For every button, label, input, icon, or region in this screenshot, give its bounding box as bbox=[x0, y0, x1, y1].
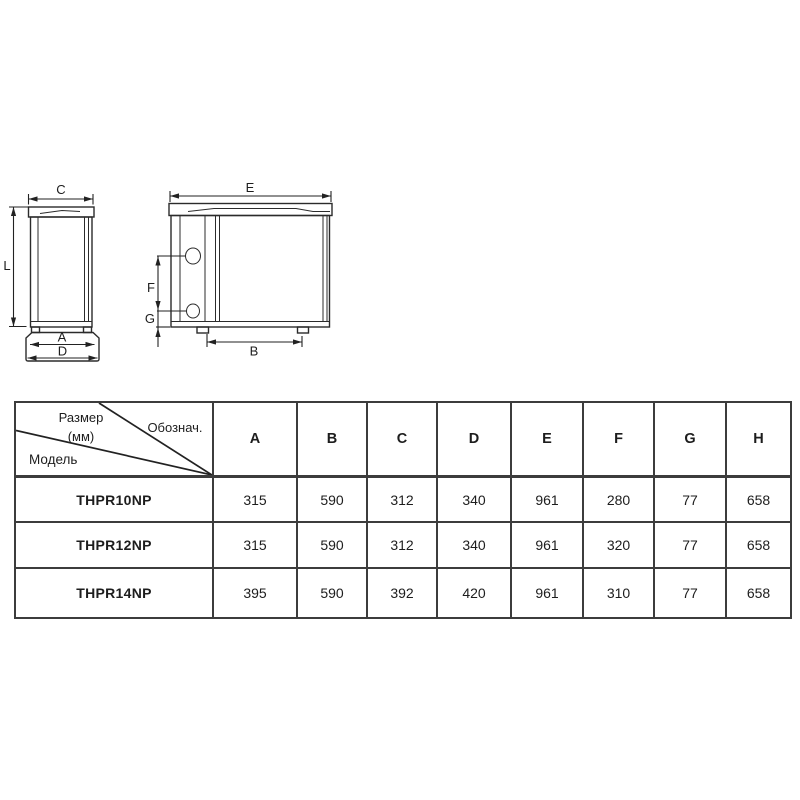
dim-value: 315 bbox=[213, 522, 297, 568]
dim-value: 77 bbox=[654, 477, 726, 523]
dim-value: 961 bbox=[511, 568, 583, 618]
dim-value: 420 bbox=[437, 568, 511, 618]
corner-designation-label: Обознач. bbox=[147, 420, 203, 435]
dim-value: 658 bbox=[726, 477, 791, 523]
dim-label-A: A bbox=[57, 329, 67, 345]
column-header: H bbox=[726, 402, 791, 477]
dim-label-L: L bbox=[3, 258, 11, 273]
dim-value: 590 bbox=[297, 568, 367, 618]
dim-value: 392 bbox=[367, 568, 437, 618]
dim-value: 961 bbox=[511, 477, 583, 523]
dim-value: 395 bbox=[213, 568, 297, 618]
dim-value: 310 bbox=[583, 568, 654, 618]
column-header: F bbox=[583, 402, 654, 477]
dim-label-B: B bbox=[249, 343, 259, 359]
dim-value: 320 bbox=[583, 522, 654, 568]
front-view-body bbox=[171, 216, 330, 328]
dimension-B bbox=[207, 334, 302, 359]
dim-label-C: C bbox=[56, 182, 66, 197]
front-view-top-cap bbox=[169, 204, 332, 216]
dim-value: 590 bbox=[297, 522, 367, 568]
table-row bbox=[15, 522, 791, 568]
model-name: THPR14NP bbox=[15, 568, 213, 618]
column-header: C bbox=[367, 402, 437, 477]
column-header: A bbox=[213, 402, 297, 477]
corner-size-label: Размер bbox=[58, 410, 104, 425]
column-header: E bbox=[511, 402, 583, 477]
front-view-drawing bbox=[145, 180, 332, 359]
corner-unit-label: (мм) bbox=[67, 429, 95, 444]
table-header-row bbox=[15, 402, 791, 477]
side-view-foot bbox=[84, 327, 92, 333]
model-name: THPR12NP bbox=[15, 522, 213, 568]
side-view-top-cap bbox=[29, 207, 95, 217]
dim-value: 961 bbox=[511, 522, 583, 568]
model-name: THPR10NP bbox=[15, 477, 213, 523]
dim-label-F: F bbox=[147, 280, 155, 295]
corner-model-label: Модель bbox=[29, 452, 78, 467]
side-view-body bbox=[31, 217, 93, 327]
column-header: G bbox=[654, 402, 726, 477]
dim-label-D: D bbox=[57, 343, 68, 359]
dim-value: 340 bbox=[437, 477, 511, 523]
dim-value: 312 bbox=[367, 522, 437, 568]
dim-label-G: G bbox=[144, 311, 155, 326]
dimension-C bbox=[29, 182, 94, 205]
dim-value: 658 bbox=[726, 568, 791, 618]
dim-value: 77 bbox=[654, 568, 726, 618]
dim-value: 312 bbox=[367, 477, 437, 523]
dim-value: 315 bbox=[213, 477, 297, 523]
column-header: D bbox=[437, 402, 511, 477]
dim-value: 340 bbox=[437, 522, 511, 568]
front-view-cap-seam bbox=[188, 209, 330, 212]
dim-value: 280 bbox=[583, 477, 654, 523]
dim-value: 590 bbox=[297, 477, 367, 523]
dimensions-table bbox=[14, 401, 792, 619]
dimension-E bbox=[170, 180, 331, 202]
table-row bbox=[15, 477, 791, 523]
pipe-port-top bbox=[186, 248, 201, 264]
table-row bbox=[15, 568, 791, 618]
table-corner-cell bbox=[15, 402, 213, 477]
side-view-foot bbox=[32, 327, 40, 333]
column-header: B bbox=[297, 402, 367, 477]
dimension-L bbox=[3, 207, 29, 327]
dim-value: 658 bbox=[726, 522, 791, 568]
dim-label-E: E bbox=[245, 180, 255, 195]
front-view-foot bbox=[197, 327, 209, 333]
pipe-port-bottom bbox=[187, 304, 200, 318]
front-view-foot bbox=[298, 327, 309, 333]
dim-value: 77 bbox=[654, 522, 726, 568]
side-view-drawing bbox=[3, 182, 99, 361]
side-view-cap-seam bbox=[40, 211, 80, 214]
